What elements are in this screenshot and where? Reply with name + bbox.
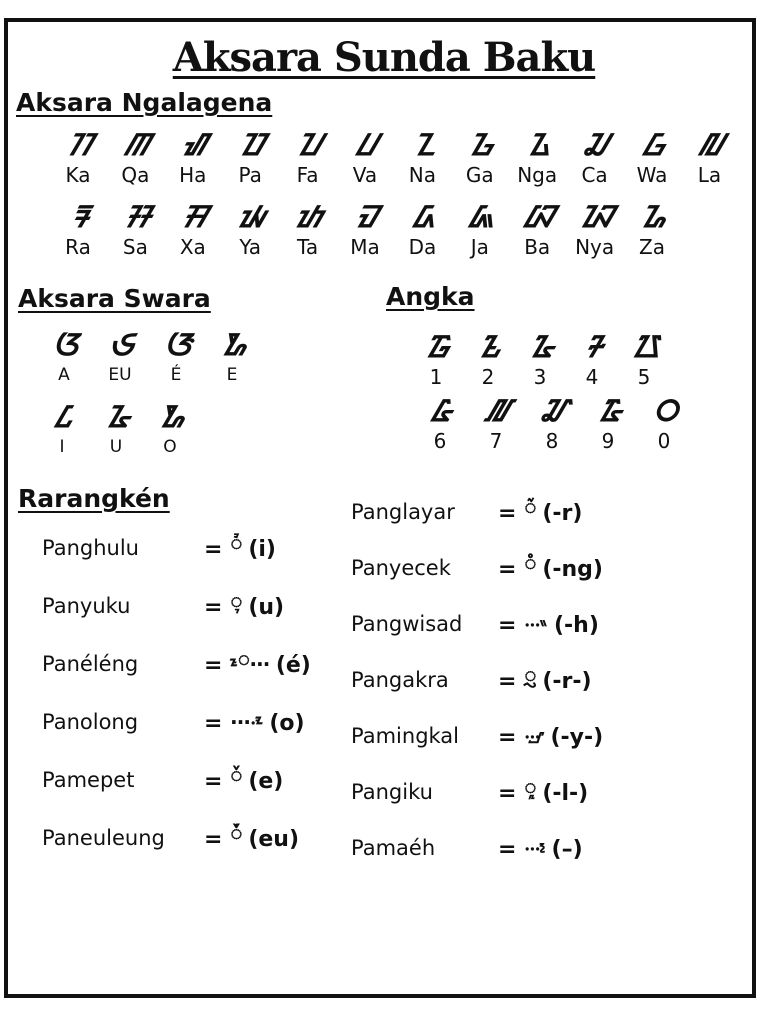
diacritic-mark: ᮢ [524,663,537,687]
sound-value: (eu) [248,827,300,852]
sundanese-glyph: ᮎ [584,128,605,163]
latin-label: 6 [433,429,447,453]
ngalagena-letter-r1-4 [278,128,338,186]
sundanese-glyph: ᮊ [67,128,89,163]
latin-label: Va [352,163,378,187]
rarangken-name: Panglayar [351,500,455,524]
rarangken-symbol [204,705,305,738]
ngalagena-letter-r2-2 [163,200,223,258]
sundanese-glyph: ᮛ [71,200,85,235]
sundanese-glyph: ᮝ [643,128,661,163]
rarangken-symbol [204,821,300,854]
rarangken-row [42,763,284,794]
ngalagena-letter-r2-5 [335,200,395,258]
latin-label: Wa [636,163,668,187]
angka-digit-r1-2 [510,330,570,388]
sundanese-glyph: ᮍ [527,128,547,163]
sundanese-glyph: ᮒ [296,200,320,235]
rarangken-name: Panyuku [42,594,131,618]
rarangken-row [42,821,300,852]
latin-label: 3 [533,365,547,389]
swara-letter-r1-1 [90,328,150,386]
rarangken-name: Panolong [42,710,139,734]
sound-value: (-h) [554,613,599,638]
rarangken-row [42,647,311,678]
rarangken-symbol [498,607,599,640]
rarangken-symbol [498,551,603,584]
rarangken-name: Panyecek [351,556,451,580]
diacritic-mark: ᮩ [230,821,243,845]
rarangken-name: Pamingkal [351,724,460,748]
sound-value: (o) [269,711,305,736]
angka-digit-r1-0 [406,330,466,388]
equals-sign: = [498,501,517,526]
rarangken-row [351,495,583,526]
rarangken-name: Panéléng [42,652,139,676]
sundanese-glyph: ᮔ [413,128,432,163]
sound-value: (-y-) [550,725,604,750]
ngalagena-letter-r2-8 [507,200,567,258]
latin-label: É [170,365,182,385]
ngalagena-letter-r1-9 [565,128,625,186]
sundanese-glyph: ᮋ [124,128,146,163]
latin-label: 5 [637,365,651,389]
diacritic-mark: ᮤ [230,531,243,555]
swara-letter-r2-1 [86,400,146,458]
sundanese-glyph: ᮸ [541,394,563,429]
latin-label: Ka [65,163,91,187]
equals-sign: = [498,669,517,694]
section-heading-angka: Angka [386,282,475,311]
diacritic-mark: …ᮡ [524,719,545,743]
swara-letter-r2-0 [32,400,92,458]
ngalagena-letter-r1-1 [105,128,165,186]
rarangken-row [351,551,603,582]
rarangken-name: Pangakra [351,668,449,692]
sundanese-glyph: ᮘ [524,200,551,235]
equals-sign: = [204,769,223,794]
ngalagena-letter-r1-5 [335,128,395,186]
sundanese-glyph: ᮹ [598,394,618,429]
diacritic-mark: ᮁ [524,495,537,519]
ngalagena-letter-r2-1 [105,200,165,258]
ngalagena-letter-r1-3 [220,128,280,186]
sundanese-glyph: ᮱ [425,330,447,365]
latin-label: E [226,365,238,385]
latin-label: 7 [489,429,503,453]
angka-digit-r1-4 [614,330,674,388]
rarangken-name: Pangwisad [351,612,463,636]
latin-label: Ha [179,163,207,187]
rarangken-symbol [204,531,276,564]
equals-sign: = [204,711,223,736]
angka-digit-r2-0 [410,394,470,452]
angka-digit-r2-2 [522,394,582,452]
ngalagena-letter-r2-9 [565,200,625,258]
latin-label: Ja [470,235,489,259]
sundanese-glyph: ᮐ [641,200,663,235]
sundanese-glyph: ᮇ [159,400,181,435]
sound-value: (-r-) [542,669,592,694]
latin-label: Da [408,235,437,259]
sundanese-glyph: ᮞ [124,200,146,235]
latin-label: EU [108,365,132,385]
ngalagena-letter-r1-10 [622,128,682,186]
latin-label: U [109,437,123,457]
latin-label: O [163,437,177,457]
sundanese-glyph: ᮴ [585,330,599,365]
sundanese-glyph: ᮏ [469,200,491,235]
latin-label: Ya [239,235,262,259]
sundanese-glyph: ᮗ [356,128,374,163]
equals-sign: = [498,837,517,862]
sound-value: (é) [275,653,311,678]
rarangken-name: Pamaéh [351,836,436,860]
section-heading-swara: Aksara Swara [18,284,211,313]
latin-label: Na [408,163,436,187]
rarangken-row [42,705,305,736]
rarangken-row [42,589,285,620]
rarangken-symbol [498,663,592,696]
ngalagena-letter-r2-4 [278,200,338,258]
latin-label: I [59,437,65,457]
sundanese-glyph: ᮵ [632,330,656,365]
equals-sign: = [498,557,517,582]
rarangken-symbol [204,647,311,680]
rarangken-symbol [498,719,604,752]
swara-letter-r1-3 [202,328,262,386]
page-title: Aksara Sunda Baku [172,34,596,81]
diacritic-mark: ᮦ… [230,647,270,671]
equals-sign: = [204,653,223,678]
sundanese-glyph: ᮠ [182,128,203,163]
rarangken-name: Pamepet [42,768,135,792]
sundanese-glyph: ᮟ [182,200,204,235]
swara-letter-r1-2 [146,328,206,386]
latin-label: Sa [122,235,148,259]
rarangken-row [351,719,604,750]
sound-value: (i) [248,537,276,562]
latin-label: Za [639,235,665,259]
latin-label: Xa [179,235,206,259]
latin-label: Pa [238,163,262,187]
rarangken-symbol [498,831,583,864]
ngalagena-letter-r1-2 [163,128,223,186]
swara-letter-r2-2 [140,400,200,458]
sundanese-glyph: ᮃ [52,328,76,363]
equals-sign: = [204,595,223,620]
diacritic-mark: ….ᮧ [230,705,264,729]
sundanese-glyph: ᮶ [431,394,449,429]
angka-digit-r1-3 [562,330,622,388]
diacritic-mark: ᮀ [524,551,537,575]
latin-label: Fa [296,163,319,187]
latin-label: 0 [657,429,671,453]
rarangken-name: Panghulu [42,536,139,560]
rarangken-row [351,831,583,862]
latin-label: Ma [350,235,380,259]
latin-label: 1 [429,365,443,389]
sundanese-glyph: ᮜ [699,128,720,163]
latin-label: Ca [581,163,608,187]
sundanese-glyph: ᮰ [653,394,675,429]
equals-sign: = [498,725,517,750]
equals-sign: = [204,537,223,562]
rarangken-name: Pangiku [351,780,433,804]
sundanese-glyph: ᮷ [486,394,506,429]
latin-label: Nya [575,235,615,259]
ngalagena-letter-r2-0 [48,200,108,258]
angka-digit-r1-1 [458,330,518,388]
latin-label: Ta [297,235,319,259]
latin-label: La [697,163,722,187]
latin-label: Nga [517,163,558,187]
latin-label: Ra [65,235,91,259]
ngalagena-letter-r1-6 [392,128,452,186]
sundanese-glyph: ᮄ [55,400,69,435]
sound-value: (–) [551,837,583,862]
diacritic-mark: ᮣ [524,775,537,799]
diacritic-mark: …᮪ [524,831,546,855]
sundanese-glyph: ᮌ [469,128,491,163]
sundanese-glyph: ᮖ [297,128,318,163]
angka-digit-r2-1 [466,394,526,452]
ngalagena-letter-r1-0 [48,128,108,186]
rarangken-symbol [498,495,583,528]
sound-value: (-l-) [542,781,589,806]
sundanese-glyph: ᮆ [163,328,189,363]
latin-label: 4 [585,365,599,389]
latin-label: 9 [601,429,615,453]
ngalagena-letter-r2-7 [450,200,510,258]
rarangken-row [42,531,276,562]
sundanese-glyph: ᮑ [579,200,610,235]
diacritic-mark: ᮨ [230,763,243,787]
diacritic-mark: ᮥ [230,589,243,613]
sound-value: (-ng) [542,557,603,582]
latin-label: Ga [465,163,494,187]
sundanese-glyph: ᮕ [239,128,261,163]
latin-label: 2 [481,365,495,389]
equals-sign: = [498,781,517,806]
sound-value: (e) [248,769,284,794]
swara-letter-r1-0 [34,328,94,386]
sundanese-glyph: ᮓ [413,200,432,235]
ngalagena-letter-r2-3 [220,200,280,258]
rarangken-name: Paneuleung [42,826,165,850]
rarangken-row [351,663,592,694]
latin-label: A [58,365,70,385]
rarangken-symbol [204,589,285,622]
sundanese-glyph: ᮳ [530,330,550,365]
sundanese-glyph: ᮇ [221,328,243,363]
ngalagena-letter-r1-7 [450,128,510,186]
ngalagena-letter-r2-10 [622,200,682,258]
sundanese-glyph: ᮙ [356,200,374,235]
ngalagena-letter-r1-11 [679,128,739,186]
section-heading-ngalagena: Aksara Ngalagena [16,88,273,117]
ngalagena-letter-r1-8 [507,128,567,186]
diacritic-mark: …ᮂ [524,607,548,631]
latin-label: 8 [545,429,559,453]
rarangken-row [351,775,589,806]
sundanese-glyph: ᮚ [238,200,262,235]
rarangken-symbol [204,763,284,796]
latin-label: Qa [121,163,150,187]
sundanese-glyph: ᮈ [109,328,131,363]
equals-sign: = [204,827,223,852]
rarangken-symbol [498,775,589,808]
ngalagena-letter-r2-6 [392,200,452,258]
sound-value: (-r) [542,501,583,526]
rarangken-row [351,607,599,638]
angka-digit-r2-3 [578,394,638,452]
section-heading-rarangken: Rarangkén [18,484,170,513]
latin-label: Ba [524,235,551,259]
sundanese-glyph: ᮲ [478,330,498,365]
angka-digit-r2-4 [634,394,694,452]
sundanese-glyph: ᮅ [106,400,126,435]
equals-sign: = [498,613,517,638]
sound-value: (u) [248,595,285,620]
